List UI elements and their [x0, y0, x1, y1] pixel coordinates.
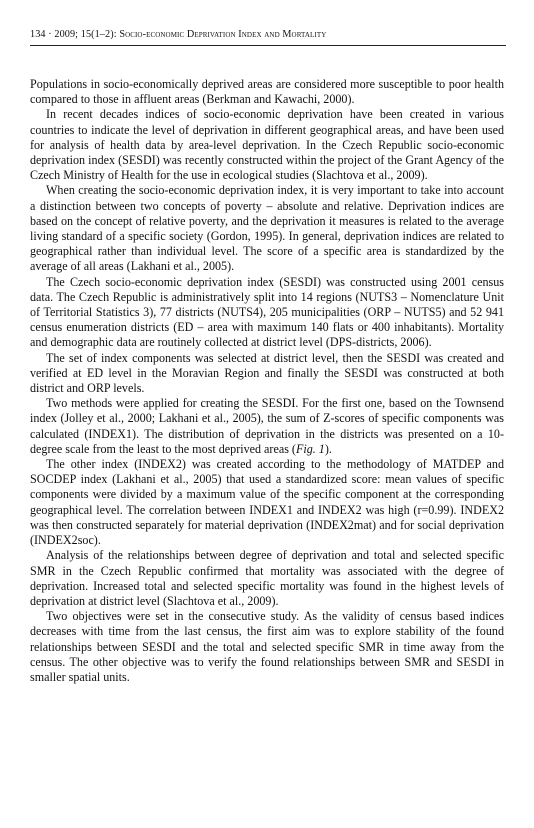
paragraph-2: In recent decades indices of socio-economic deprivation have been created in various countries to indicate the level of deprivation in different geographical areas, and have been used for analysis of health data by area-level deprivation. In the Czech Republic socio-economic deprivation index (SESDI) was recently constructed within the project of the Grant Agency of the Czech Ministry of Health for the use in ecological studies (Slachtova et al., 2009).	[30, 107, 504, 183]
paragraph-6-end: ).	[324, 441, 332, 456]
journal-issue: 2009; 15(1–2):	[54, 29, 117, 40]
paragraph-3: When creating the socio-economic deprivation index, it is very important to take into account a distinction between two concepts of poverty – absolute and relative. Deprivation indices are based on the concept of relative poverty, and the deprivation it measures is related to the average living standard of a specific society (Gordon, 1995). In general, deprivation indices are related to geographical rather than individual level. The score of a specific area is standardized by the average of all areas (Lakhani et al., 2005).	[30, 183, 504, 274]
paragraph-1: Populations in socio-economically deprived areas are considered more susceptible to poor health compared to those in affluent areas (Berkman and Kawachi, 2000).	[30, 77, 504, 107]
paragraph-8: Analysis of the relationships between degree of deprivation and total and selected specific SMR in the Czech Republic confirmed that mortality was associated with the degree of deprivation. Increased total and selected specific mortality was found in the highest levels of deprivation at district level (Slachtova et al., 2009).	[30, 548, 504, 608]
header-separator: ·	[48, 29, 52, 40]
page-number: 134	[30, 29, 46, 40]
running-header	[30, 29, 506, 40]
paragraph-9: Two objectives were set in the consecutive study. As the validity of census based indices decreases with time from the last census, the first aim was to explore stability of the found relationships between SESDI and the total and selected specific SMR in time away from the census. The other objective was to verify the found relationships between SMR and SESDI in smaller spatial units.	[30, 609, 504, 684]
running-title: Socio-economic Deprivation Index and Mortality	[119, 29, 327, 40]
article-body	[30, 77, 504, 685]
paragraph-6-text: Two methods were applied for creating the SESDI. For the first one, based on the Townsend index (Jolley et al., 2000; Lakhani et al., 2005), the sum of Z-scores of specific components was calculated (INDEX1). The distribution of deprivation in the districts was presented on a 10-degree scale from the least to the most deprived areas (	[30, 396, 504, 456]
header-rule	[30, 45, 506, 46]
paragraph-7: The other index (INDEX2) was created according to the methodology of MATDEP and SOCDEP index (Lakhani et al., 2005) that used a standardized score: mean values of specific components were divided by a maximum value of the specific component at the corresponding geographical level. The correlation between INDEX1 and INDEX2 was high (r=0.99). INDEX2 was then constructed separately for material deprivation (INDEX2mat) and for social deprivation (INDEX2soc).	[30, 457, 504, 548]
paragraph-5: The set of index components was selected at district level, then the SESDI was created and verified at ED level in the Moravian Region and finally the SESDI was constructed at both district and ORP levels.	[30, 350, 504, 396]
figure-reference-link[interactable]: Fig. 1	[295, 441, 325, 456]
paragraph-6	[30, 396, 504, 457]
paragraph-4: The Czech socio-economic deprivation index (SESDI) was constructed using 2001 census data. The Czech Republic is administratively split into 14 regions (NUTS3 – Nomenclature Unit of Territorial Statistics 3), 77 districts (NUTS4), 205 municipalities (ORP – NUTS5) and 52 941 census enumeration districts (ED – area with maximum 140 flats or 400 inhabitants). Mortality and demographic data are routinely collected at district level (DPS-districts, 2006).	[30, 274, 504, 350]
